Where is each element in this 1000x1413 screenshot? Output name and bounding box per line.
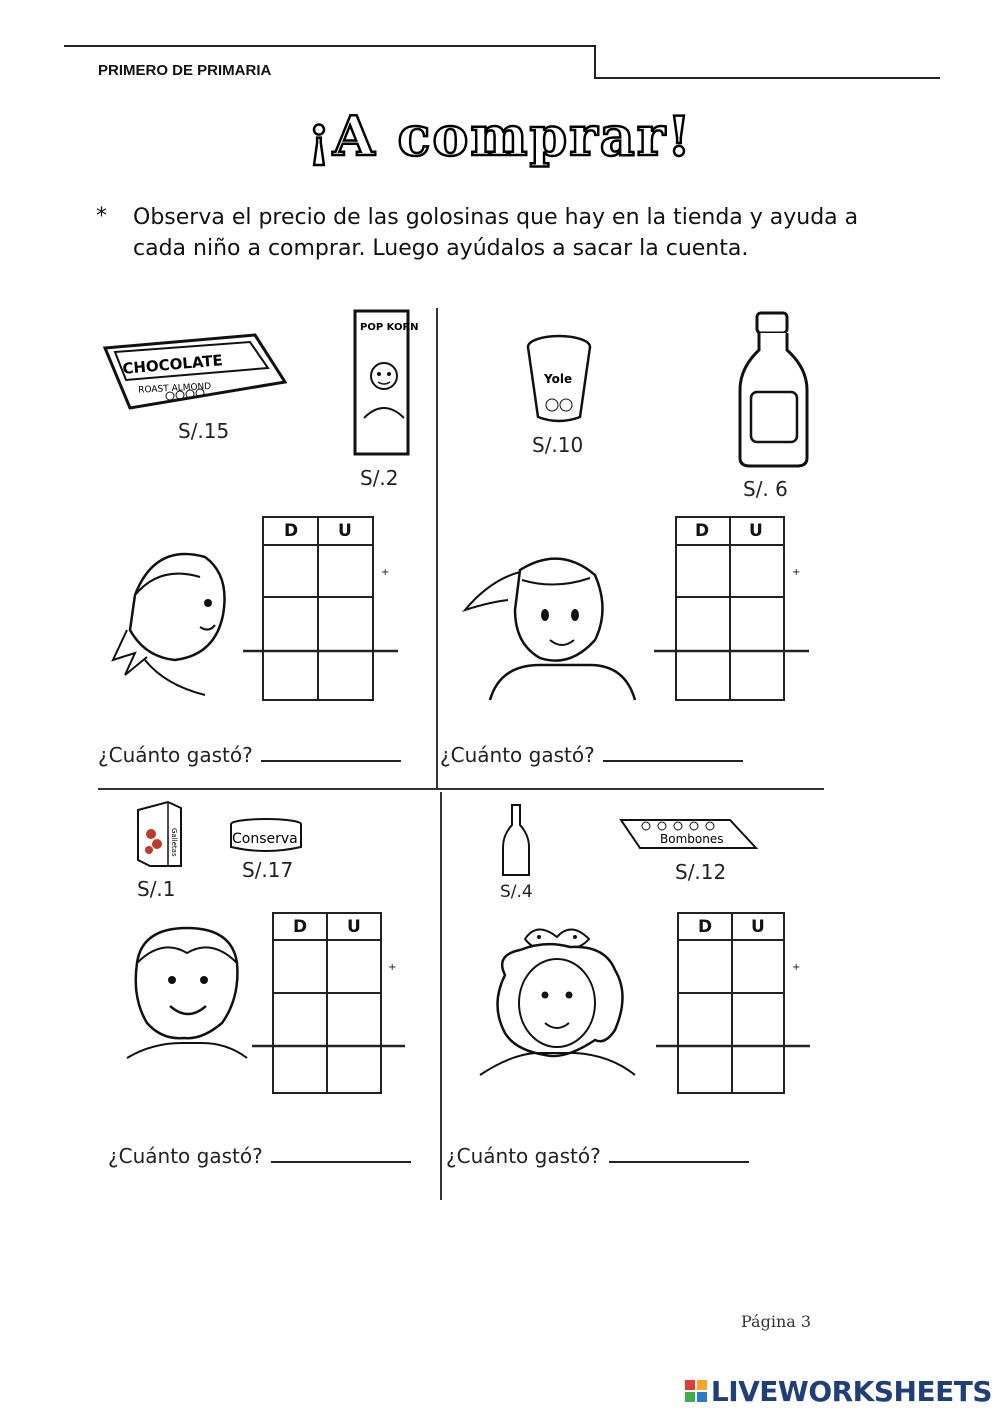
question-4-text: ¿Cuánto gastó? bbox=[446, 1144, 601, 1168]
bombones-label: Bombones bbox=[660, 832, 724, 846]
grid-3-plus-sign: + bbox=[388, 962, 397, 973]
grid-4-plus-sign: + bbox=[792, 962, 801, 973]
bombones-box-image bbox=[618, 815, 758, 853]
liveworksheets-brand[interactable] bbox=[685, 1374, 992, 1408]
header-rule-step bbox=[594, 45, 596, 78]
price-cookies: S/.1 bbox=[137, 877, 176, 901]
addition-grid-2 bbox=[654, 515, 814, 705]
boy-braid-image bbox=[105, 535, 235, 705]
price-bottle: S/. 6 bbox=[743, 477, 788, 501]
price-conserva: S/.17 bbox=[242, 858, 294, 882]
yogurt-cup-image bbox=[524, 333, 594, 425]
divider-vertical-bottom bbox=[440, 792, 442, 1200]
conserva-label: Conserva bbox=[232, 831, 298, 847]
price-chocolate: S/.15 bbox=[178, 419, 230, 443]
grid-2-col-tens: D bbox=[695, 521, 710, 541]
bottle-image bbox=[735, 310, 815, 470]
price-popcorn: S/.2 bbox=[360, 466, 399, 490]
grade-label: PRIMERO DE PRIMARIA bbox=[98, 62, 272, 79]
conserva-can-image bbox=[228, 817, 308, 855]
logo-square-1 bbox=[685, 1380, 695, 1390]
answer-line-1[interactable] bbox=[261, 742, 401, 762]
question-3 bbox=[108, 1143, 411, 1168]
question-4 bbox=[446, 1143, 749, 1168]
page-title: ¡A comprar! bbox=[307, 104, 693, 168]
grid-3-col-tens: D bbox=[293, 917, 308, 937]
instruction-text: Observa el precio de las golosinas que hay en la tienda y ayuda a cada niño a comprar. Luego ayúdalos a sacar la cuenta. bbox=[133, 205, 859, 261]
question-1-text: ¿Cuánto gastó? bbox=[98, 743, 253, 767]
grid-1-col-units: U bbox=[338, 521, 352, 541]
grid-2-plus-sign: + bbox=[792, 567, 801, 578]
question-1 bbox=[98, 742, 401, 767]
girl-curly-image bbox=[475, 915, 645, 1080]
question-2-text: ¿Cuánto gastó? bbox=[440, 743, 595, 767]
addition-grid-1 bbox=[243, 515, 403, 705]
chocolate-sublabel: ROAST ALMOND bbox=[137, 381, 212, 396]
answer-line-4[interactable] bbox=[609, 1143, 749, 1163]
price-small-bottle: S/.4 bbox=[500, 882, 533, 902]
girl-ponytail-image bbox=[460, 540, 640, 710]
header-rule-right bbox=[594, 77, 940, 79]
page-number: Página 3 bbox=[741, 1312, 812, 1331]
grid-4-col-tens: D bbox=[698, 917, 713, 937]
price-yogurt: S/.10 bbox=[532, 433, 584, 457]
cookies-label: Galletas bbox=[170, 828, 178, 857]
boy-image bbox=[122, 918, 252, 1068]
grid-1-col-tens: D bbox=[284, 521, 299, 541]
chocolate-bar-image bbox=[100, 330, 290, 415]
chocolate-label: CHOCOLATE bbox=[121, 351, 224, 378]
addition-grid-4 bbox=[656, 911, 816, 1101]
answer-line-2[interactable] bbox=[603, 742, 743, 762]
question-2 bbox=[440, 742, 743, 767]
popcorn-box-image bbox=[352, 308, 419, 458]
cookies-box-image bbox=[135, 798, 185, 870]
price-bombones: S/.12 bbox=[675, 860, 727, 884]
small-bottle-image bbox=[500, 803, 532, 879]
popcorn-label: POP KORN bbox=[360, 322, 419, 333]
yogurt-label: Yole bbox=[544, 372, 573, 386]
instruction-bullet: * bbox=[96, 204, 107, 229]
divider-vertical-top bbox=[436, 308, 438, 789]
divider-horizontal bbox=[98, 788, 824, 790]
grid-2-col-units: U bbox=[749, 521, 763, 541]
liveworksheets-logo-icon bbox=[685, 1380, 707, 1402]
grid-4-col-units: U bbox=[751, 917, 765, 937]
grid-3-col-units: U bbox=[347, 917, 361, 937]
header-rule-left bbox=[64, 45, 595, 47]
answer-line-3[interactable] bbox=[271, 1143, 411, 1163]
logo-square-3 bbox=[685, 1392, 695, 1402]
grid-1-plus-sign: + bbox=[381, 567, 390, 578]
addition-grid-3 bbox=[252, 911, 412, 1101]
logo-square-2 bbox=[697, 1380, 707, 1390]
logo-square-4 bbox=[697, 1392, 707, 1402]
question-3-text: ¿Cuánto gastó? bbox=[108, 1144, 263, 1168]
brand-text: LIVEWORKSHEETS bbox=[710, 1374, 992, 1408]
